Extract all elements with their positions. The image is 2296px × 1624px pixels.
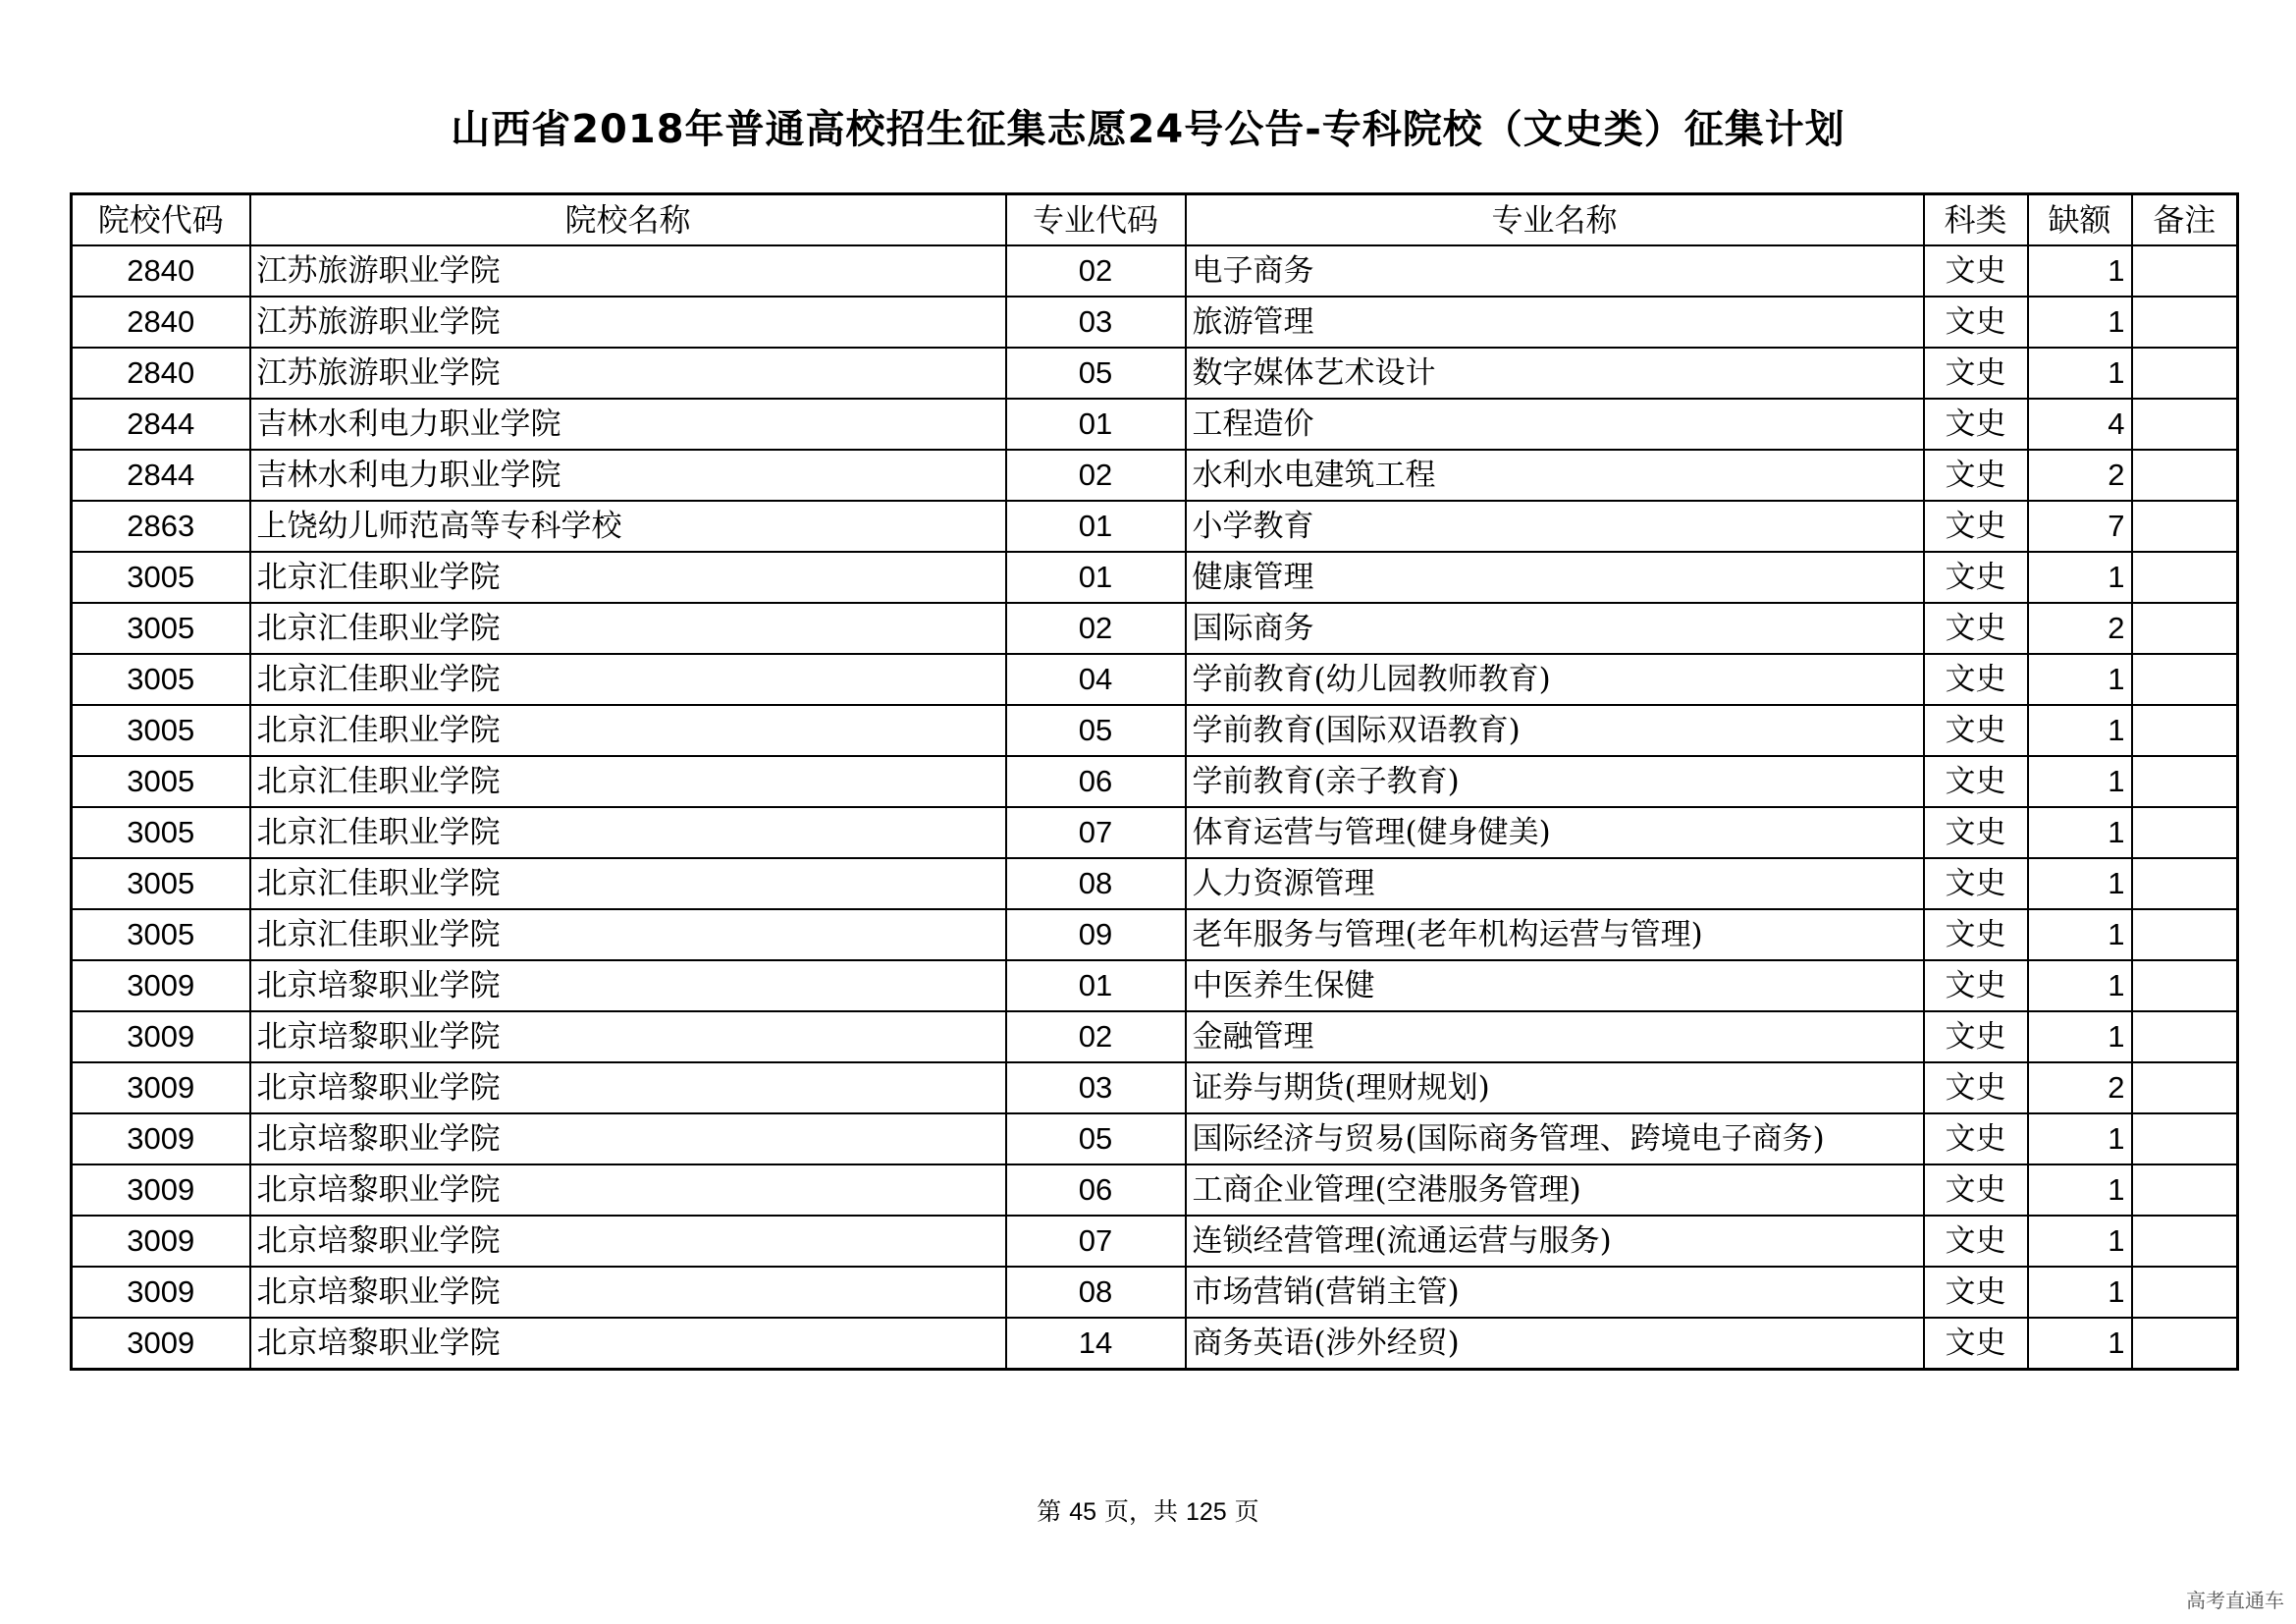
cell-quota: 1 [2028,756,2132,807]
cell-major-code: 04 [1006,654,1186,705]
table-row [72,1267,2238,1318]
cell-category: 文史 [1924,1267,2028,1318]
cell-major-name: 老年服务与管理(老年机构运营与管理) [1186,909,1924,960]
cell-quota: 2 [2028,450,2132,501]
cell-major-code: 05 [1006,705,1186,756]
table-row [72,450,2238,501]
table-row [72,501,2238,552]
cell-note [2132,858,2238,909]
cell-note [2132,245,2238,297]
header-major-name: 专业名称 [1186,194,1924,246]
cell-major-code: 01 [1006,552,1186,603]
cell-category: 文史 [1924,1113,2028,1164]
cell-school-code: 3009 [72,1164,250,1216]
cell-category: 文史 [1924,1216,2028,1267]
cell-quota: 1 [2028,1267,2132,1318]
cell-quota: 1 [2028,909,2132,960]
cell-school-name: 吉林水利电力职业学院 [250,399,1006,450]
header-major-code: 专业代码 [1006,194,1186,246]
cell-school-code: 2844 [72,450,250,501]
cell-note [2132,297,2238,348]
cell-school-code: 3005 [72,807,250,858]
cell-quota: 1 [2028,348,2132,399]
watermark-text: 高考直通车 [2186,1589,2284,1612]
cell-category: 文史 [1924,654,2028,705]
cell-school-name: 北京汇佳职业学院 [250,552,1006,603]
cell-major-name: 水利水电建筑工程 [1186,450,1924,501]
cell-school-name: 北京汇佳职业学院 [250,654,1006,705]
cell-school-code: 3009 [72,960,250,1011]
cell-major-name: 国际商务 [1186,603,1924,654]
cell-note [2132,1062,2238,1113]
cell-school-name: 北京汇佳职业学院 [250,909,1006,960]
cell-major-code: 01 [1006,399,1186,450]
cell-quota: 1 [2028,654,2132,705]
cell-major-name: 国际经济与贸易(国际商务管理、跨境电子商务) [1186,1113,1924,1164]
cell-quota: 1 [2028,1318,2132,1370]
cell-school-name: 北京培黎职业学院 [250,960,1006,1011]
cell-category: 文史 [1924,552,2028,603]
cell-quota: 1 [2028,297,2132,348]
page-prefix: 第 [1037,1497,1062,1526]
cell-category: 文史 [1924,858,2028,909]
table-header-row [72,194,2238,246]
cell-category: 文史 [1924,348,2028,399]
cell-school-code: 3005 [72,909,250,960]
cell-school-name: 北京汇佳职业学院 [250,756,1006,807]
cell-major-name: 商务英语(涉外经贸) [1186,1318,1924,1370]
cell-note [2132,399,2238,450]
table-row [72,858,2238,909]
table-row [72,807,2238,858]
cell-major-code: 02 [1006,450,1186,501]
cell-major-code: 01 [1006,501,1186,552]
table-row [72,756,2238,807]
cell-school-code: 2840 [72,297,250,348]
cell-quota: 4 [2028,399,2132,450]
page-footer [0,1494,2296,1530]
cell-quota: 1 [2028,858,2132,909]
cell-category: 文史 [1924,756,2028,807]
table-row [72,909,2238,960]
table-row [72,1164,2238,1216]
cell-school-code: 3005 [72,654,250,705]
cell-category: 文史 [1924,245,2028,297]
cell-major-name: 市场营销(营销主管) [1186,1267,1924,1318]
table-row [72,1318,2238,1370]
header-category: 科类 [1924,194,2028,246]
current-page-number: 45 [1069,1498,1097,1526]
cell-school-name: 北京培黎职业学院 [250,1062,1006,1113]
cell-school-name: 北京培黎职业学院 [250,1113,1006,1164]
cell-major-code: 07 [1006,807,1186,858]
cell-major-name: 金融管理 [1186,1011,1924,1062]
cell-school-code: 3005 [72,552,250,603]
cell-note [2132,960,2238,1011]
cell-major-code: 09 [1006,909,1186,960]
cell-note [2132,1113,2238,1164]
cell-note [2132,450,2238,501]
page-suffix: 页 [1234,1497,1259,1526]
cell-school-name: 北京培黎职业学院 [250,1164,1006,1216]
table-body [72,245,2238,1370]
cell-quota: 1 [2028,552,2132,603]
cell-quota: 1 [2028,245,2132,297]
cell-school-name: 北京汇佳职业学院 [250,705,1006,756]
cell-quota: 1 [2028,960,2132,1011]
cell-note [2132,1164,2238,1216]
cell-quota: 2 [2028,603,2132,654]
cell-school-name: 北京培黎职业学院 [250,1216,1006,1267]
cell-school-name: 北京培黎职业学院 [250,1267,1006,1318]
cell-school-code: 3005 [72,603,250,654]
cell-major-name: 小学教育 [1186,501,1924,552]
table-row [72,654,2238,705]
cell-school-name: 江苏旅游职业学院 [250,245,1006,297]
table-row [72,960,2238,1011]
cell-note [2132,1267,2238,1318]
cell-major-code: 08 [1006,1267,1186,1318]
cell-note [2132,603,2238,654]
cell-major-name: 中医养生保健 [1186,960,1924,1011]
table-row [72,705,2238,756]
cell-major-name: 健康管理 [1186,552,1924,603]
cell-school-name: 上饶幼儿师范高等专科学校 [250,501,1006,552]
cell-major-code: 02 [1006,245,1186,297]
cell-major-code: 08 [1006,858,1186,909]
cell-quota: 1 [2028,1113,2132,1164]
cell-school-name: 北京汇佳职业学院 [250,858,1006,909]
header-school-code: 院校代码 [72,194,250,246]
cell-school-name: 北京汇佳职业学院 [250,807,1006,858]
cell-category: 文史 [1924,1318,2028,1370]
cell-note [2132,654,2238,705]
cell-note [2132,1216,2238,1267]
cell-quota: 1 [2028,1164,2132,1216]
total-page-number: 125 [1186,1498,1227,1526]
cell-category: 文史 [1924,960,2028,1011]
cell-quota: 2 [2028,1062,2132,1113]
cell-major-name: 证券与期货(理财规划) [1186,1062,1924,1113]
cell-category: 文史 [1924,450,2028,501]
cell-school-name: 北京培黎职业学院 [250,1011,1006,1062]
cell-note [2132,348,2238,399]
cell-major-code: 03 [1006,1062,1186,1113]
cell-category: 文史 [1924,297,2028,348]
cell-category: 文史 [1924,1164,2028,1216]
cell-major-name: 学前教育(幼儿园教师教育) [1186,654,1924,705]
cell-category: 文史 [1924,807,2028,858]
cell-school-code: 3009 [72,1318,250,1370]
cell-major-name: 人力资源管理 [1186,858,1924,909]
cell-major-name: 体育运营与管理(健身健美) [1186,807,1924,858]
cell-major-name: 电子商务 [1186,245,1924,297]
cell-major-code: 05 [1006,1113,1186,1164]
cell-major-code: 06 [1006,756,1186,807]
cell-major-code: 06 [1006,1164,1186,1216]
table-row [72,1011,2238,1062]
cell-note [2132,807,2238,858]
cell-quota: 1 [2028,1216,2132,1267]
table-row [72,1062,2238,1113]
page-middle-text: 页，共 [1104,1497,1179,1526]
cell-school-code: 3005 [72,858,250,909]
cell-school-name: 江苏旅游职业学院 [250,348,1006,399]
table-row [72,603,2238,654]
cell-school-code: 2840 [72,245,250,297]
cell-school-code: 2844 [72,399,250,450]
header-school-name: 院校名称 [250,194,1006,246]
cell-school-code: 3005 [72,705,250,756]
cell-school-code: 3009 [72,1216,250,1267]
cell-note [2132,1318,2238,1370]
cell-school-code: 2840 [72,348,250,399]
cell-quota: 1 [2028,807,2132,858]
cell-quota: 1 [2028,705,2132,756]
table-row [72,348,2238,399]
cell-major-name: 连锁经营管理(流通运营与服务) [1186,1216,1924,1267]
cell-category: 文史 [1924,603,2028,654]
cell-major-code: 05 [1006,348,1186,399]
cell-school-name: 北京汇佳职业学院 [250,603,1006,654]
cell-category: 文史 [1924,909,2028,960]
cell-major-code: 07 [1006,1216,1186,1267]
cell-note [2132,501,2238,552]
cell-major-code: 14 [1006,1318,1186,1370]
cell-school-code: 2863 [72,501,250,552]
cell-major-name: 旅游管理 [1186,297,1924,348]
cell-note [2132,705,2238,756]
header-quota: 缺额 [2028,194,2132,246]
cell-major-name: 数字媒体艺术设计 [1186,348,1924,399]
cell-category: 文史 [1924,399,2028,450]
table-row [72,552,2238,603]
cell-note [2132,1011,2238,1062]
cell-major-code: 02 [1006,1011,1186,1062]
cell-school-code: 3005 [72,756,250,807]
cell-school-code: 3009 [72,1113,250,1164]
cell-note [2132,909,2238,960]
cell-quota: 1 [2028,1011,2132,1062]
page-title: 山西省2018年普通高校招生征集志愿24号公告-专科院校（文史类）征集计划 [451,107,1845,152]
table-row [72,399,2238,450]
cell-quota: 7 [2028,501,2132,552]
cell-major-code: 02 [1006,603,1186,654]
cell-school-name: 北京培黎职业学院 [250,1318,1006,1370]
table-row [72,297,2238,348]
cell-major-name: 工商企业管理(空港服务管理) [1186,1164,1924,1216]
table-row [72,245,2238,297]
table-row [72,1113,2238,1164]
cell-school-code: 3009 [72,1062,250,1113]
cell-school-name: 江苏旅游职业学院 [250,297,1006,348]
table-row [72,1216,2238,1267]
cell-category: 文史 [1924,1011,2028,1062]
cell-note [2132,552,2238,603]
cell-category: 文史 [1924,501,2028,552]
cell-category: 文史 [1924,1062,2028,1113]
cell-major-code: 03 [1006,297,1186,348]
cell-school-code: 3009 [72,1011,250,1062]
cell-note [2132,756,2238,807]
cell-major-code: 01 [1006,960,1186,1011]
cell-major-name: 学前教育(亲子教育) [1186,756,1924,807]
cell-major-name: 学前教育(国际双语教育) [1186,705,1924,756]
cell-category: 文史 [1924,705,2028,756]
header-note: 备注 [2132,194,2238,246]
cell-major-name: 工程造价 [1186,399,1924,450]
cell-school-name: 吉林水利电力职业学院 [250,450,1006,501]
enrollment-plan-table [70,192,2239,1371]
cell-school-code: 3009 [72,1267,250,1318]
